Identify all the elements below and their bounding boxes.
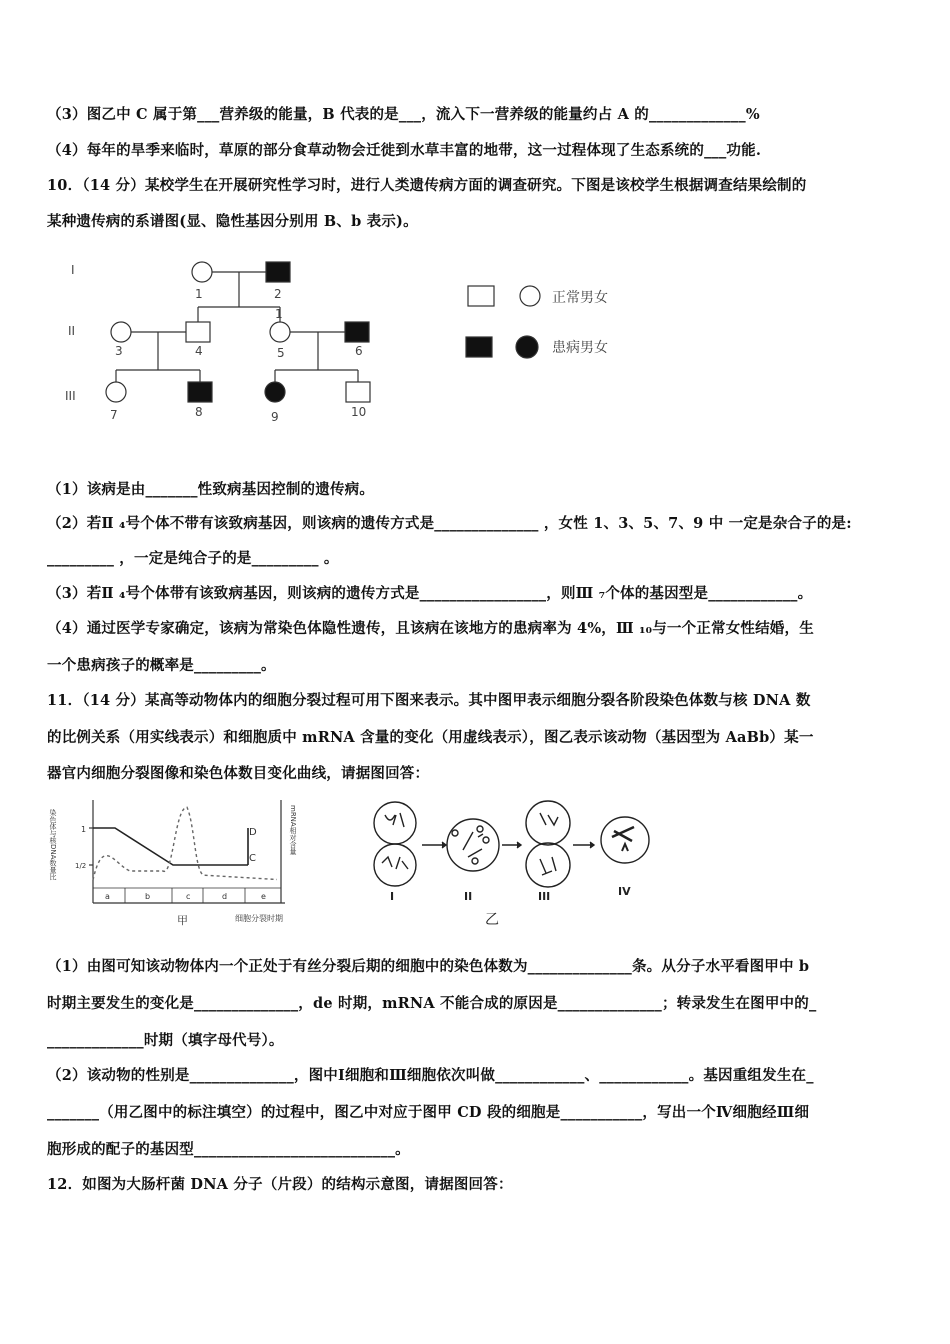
- q11-intro-line2: 的比例关系（用实线表示）和细胞质中 mRNA 含量的变化（用虚线表示），图乙表示该动物（基因型为 AaBb）某一: [47, 729, 814, 746]
- pedigree-number: 1: [195, 287, 203, 301]
- pedigree-number: 9: [271, 410, 279, 424]
- q9-part3: （3）图乙中 C 属于第___营养级的能量，B 代表的是___，流入下一营养级的能量约占 A 的_____________%: [47, 106, 760, 123]
- cell-label-IV: IV: [618, 885, 631, 898]
- pedigree-male-III8: [188, 382, 212, 402]
- pedigree-female-II3: [111, 322, 131, 342]
- cell-I: [374, 802, 416, 886]
- cell-caption-yi: 乙: [485, 912, 499, 928]
- chart-ylabel: 染色体与核DNA数量比: [49, 809, 57, 881]
- pedigree-male-II4: [186, 322, 210, 342]
- q10-part4-line2: 一个患病孩子的概率是_________。: [47, 657, 276, 674]
- cell-IV: [601, 817, 649, 863]
- pedigree-number: 5: [277, 346, 285, 360]
- q10-part3: （3）若Ⅱ ₄号个体带有该致病基因，则该病的遗传方式是_________________，则Ⅲ ₇个体的基因型是____________。: [47, 585, 813, 602]
- legend-normal-female-icon: [520, 286, 540, 306]
- pedigree-number: 8: [195, 405, 203, 419]
- legend-normal-label: 正常男女: [552, 290, 608, 306]
- q10-part4-line1: （4）通过医学专家确定，该病为常染色体隐性遗传，且该病在该地方的患病率为 4%，Ⅲ ₁₀与一个正常女性结婚，生: [47, 620, 814, 637]
- q10-intro-line1: 10．（14 分）某校学生在开展研究性学习时，进行人类遗传病方面的调查研究。下图是该校学生根据调查结果绘制的: [47, 177, 807, 194]
- chart-series-mrna-dashed-line: [93, 807, 277, 880]
- gen-label-I: I: [71, 263, 75, 277]
- q11-part2-line1: （2）该动物的性别是______________，图中Ⅰ细胞和Ⅲ细胞依次叫做____________、____________。基因重组发生在_: [47, 1067, 814, 1084]
- cell-label-II: II: [464, 890, 473, 903]
- pedigree-number: 2: [274, 287, 282, 301]
- pedigree-female-I1: [192, 262, 212, 282]
- chart-series-ratio-solid-line: [93, 828, 248, 865]
- gen-label-III: III: [65, 389, 76, 403]
- pedigree-male-I2: [266, 262, 290, 282]
- pedigree-male-III10: [346, 382, 370, 402]
- q11-part1-line1: （1）由图可知该动物体内一个正处于有丝分裂后期的细胞中的染色体数为______________条。从分子水平看图甲中 b: [47, 958, 810, 975]
- q11-intro-line3: 器官内细胞分裂图像和染色体数目变化曲线，请据图回答：: [47, 765, 430, 782]
- chart-period-label: e: [261, 892, 266, 901]
- cell-III: [526, 801, 570, 887]
- pedigree-number: 3: [115, 344, 123, 358]
- q11-part2-line3: 胞形成的配子的基因型___________________________。: [47, 1141, 410, 1158]
- pedigree-male-II6: [345, 322, 369, 342]
- chart-period-label: b: [145, 892, 151, 901]
- cell-II: [447, 819, 499, 871]
- pedigree-number: 1: [275, 307, 283, 321]
- chart-period-label: a: [105, 892, 110, 901]
- legend-affected-male-icon: [466, 337, 492, 357]
- q11-part1-line2: 时期主要发生的变化是______________，de 时期，mRNA 不能合成的原因是______________；转录发生在图甲中的_: [47, 995, 817, 1012]
- pedigree-female-II5: [270, 322, 290, 342]
- pedigree-female-III9: [265, 382, 285, 402]
- pedigree-number: 6: [355, 344, 363, 358]
- cell-division-diagram: [360, 795, 670, 930]
- chart-point-C: C: [249, 853, 256, 864]
- chart-period-label: c: [186, 892, 191, 901]
- q11-part2-line2: _______（用乙图中的标注填空）的过程中，图乙中对应于图甲 CD 段的细胞是___________，写出一个Ⅳ细胞经Ⅲ细: [47, 1104, 810, 1121]
- gen-label-II: II: [68, 324, 76, 338]
- chart-right-label: mRNA相对含量: [289, 805, 297, 855]
- pedigree-number: 10: [351, 405, 367, 419]
- pedigree-diagram: [55, 252, 655, 432]
- chart-caption-jia: 甲: [177, 914, 188, 927]
- q12-intro: 12．如图为大肠杆菌 DNA 分子（片段）的结构示意图，请据图回答：: [47, 1176, 513, 1193]
- pedigree-female-III7: [106, 382, 126, 402]
- chart-jia: [45, 795, 315, 930]
- q10-part1: （1）该病是由_______性致病基因控制的遗传病。: [47, 481, 375, 498]
- q11-intro-line1: 11．（14 分）某高等动物体内的细胞分裂过程可用下图来表示。其中图甲表示细胞分裂各阶段染色体数与核 DNA 数: [47, 692, 811, 709]
- cell-label-III: III: [538, 890, 551, 903]
- q10-part2-line1: （2）若Ⅱ ₄号个体不带有该致病基因，则该病的遗传方式是______________ ，女性 1、3、5、7、9 中 一定是杂合子的是:: [47, 515, 852, 532]
- q10-intro-line2: 某种遗传病的系谱图(显、隐性基因分别用 B、b 表示)。: [47, 213, 418, 230]
- chart-ytick-1: 1: [81, 825, 87, 834]
- chart-ytick-half: 1/2: [75, 862, 87, 870]
- legend-affected-label: 患病男女: [552, 340, 608, 356]
- q9-part4: （4）每年的旱季来临时，草原的部分食草动物会迁徙到水草丰富的地带，这一过程体现了生态系统的___功能.: [47, 142, 762, 159]
- chart-xlabel: 细胞分裂时期: [235, 914, 283, 923]
- chart-period-label: d: [222, 892, 228, 901]
- pedigree-number: 4: [195, 344, 203, 358]
- chart-point-D: D: [249, 827, 257, 838]
- legend-affected-female-icon: [516, 336, 538, 358]
- q11-part1-line3: _____________时期（填字母代号）。: [47, 1032, 284, 1049]
- q10-part2-line2: _________ ，一定是纯合子的是_________ 。: [47, 550, 339, 567]
- pedigree-number: 7: [110, 408, 118, 422]
- cell-label-I: I: [390, 890, 395, 903]
- legend-normal-male-icon: [468, 286, 494, 306]
